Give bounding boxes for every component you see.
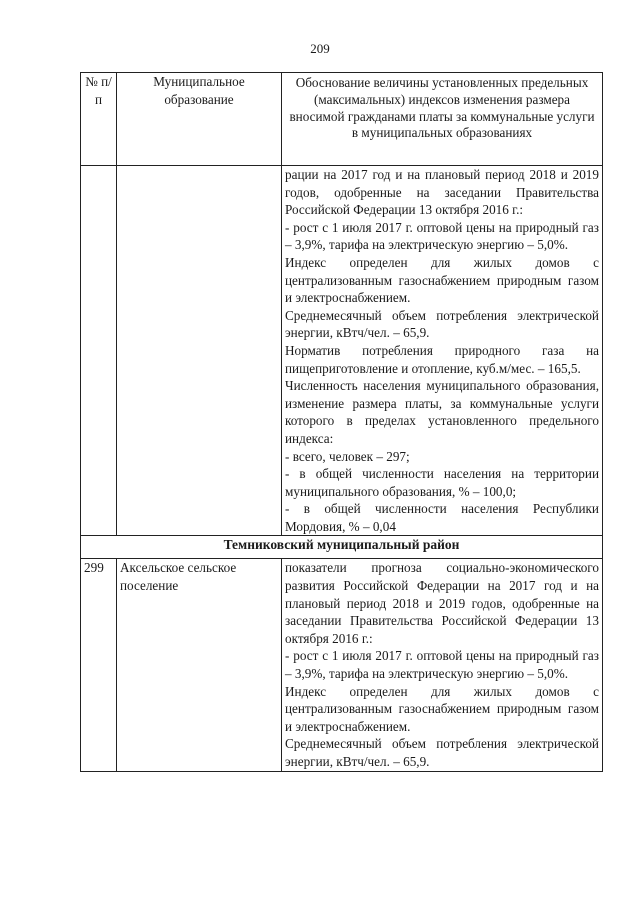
justification-line: Численность населения муниципального образования, изменение размера платы, за коммунальные услуги которого в пределах установленного предельного индекса: [285,378,599,446]
continuation-name-cell [117,166,282,536]
justification-line: - всего, человек – 297; [285,448,410,464]
continuation-number-cell [81,166,117,536]
header-municipality: Муниципальное образование [117,73,282,166]
table-row [81,559,603,771]
justification-line: - рост с 1 июля 2017 г. оптовой цены на природный газ – 3,9%, тарифа на электрическую энергию – 5,0%. [285,219,599,253]
table-row-continuation [81,166,603,536]
justification-line: Индекс определен для жилых домов с централизованным газоснабжением природным газом и электроснабжением. [285,683,599,734]
justification-line: показатели прогноза социально-экономического развития Российской Федерации на 2017 год и на плановый период 2018 и 2019 годов, одобренные на заседании Правительства Российской Федерации 13 октября 2016 г.: [285,560,599,646]
justification-line: - рост с 1 июля 2017 г. оптовой цены на природный газ – 3,9%, тарифа на электрическую энергию – 5,0%. [285,648,599,682]
table-header-row [81,73,603,166]
continuation-justification-cell [282,166,603,536]
tariff-index-table [80,72,603,772]
row-number: 299 [81,559,117,771]
header-number: № п/п [81,73,117,166]
row-justification-cell [282,559,603,771]
justification-line: рации на 2017 год и на плановый период 2018 и 2019 годов, одобренные на заседании Правительства Российской Федерации 13 октября 2016 г.: [285,167,599,218]
section-heading-row [81,536,603,559]
justification-line: - в общей численности населения на территории муниципального образования, % – 100,0; [285,466,599,499]
justification-line: - в общей численности населения Республики Мордовия, % – 0,04 [285,501,599,534]
justification-line: Индекс определен для жилых домов с централизованным газоснабжением природным газом и электроснабжением. [285,254,599,306]
section-title: Темниковский муниципальный район [81,536,603,559]
justification-line: Норматив потребления природного газа на пищеприготовление и отопление, куб.м/мес. – 165,5. [285,342,599,376]
page-number: 209 [310,41,330,56]
justification-line: Среднемесячный объем потребления электрической энергии, кВтч/чел. – 65,9. [285,307,599,341]
row-municipality: Аксельское сельское поселение [117,559,282,771]
header-justification: Обоснование величины установленных предельных (максимальных) индексов изменения размера вносимой гражданами платы за коммунальные услуги в муниципальных образованиях [282,73,603,166]
justification-line: Среднемесячный объем потребления электрической энергии, кВтч/чел. – 65,9. [285,736,599,769]
